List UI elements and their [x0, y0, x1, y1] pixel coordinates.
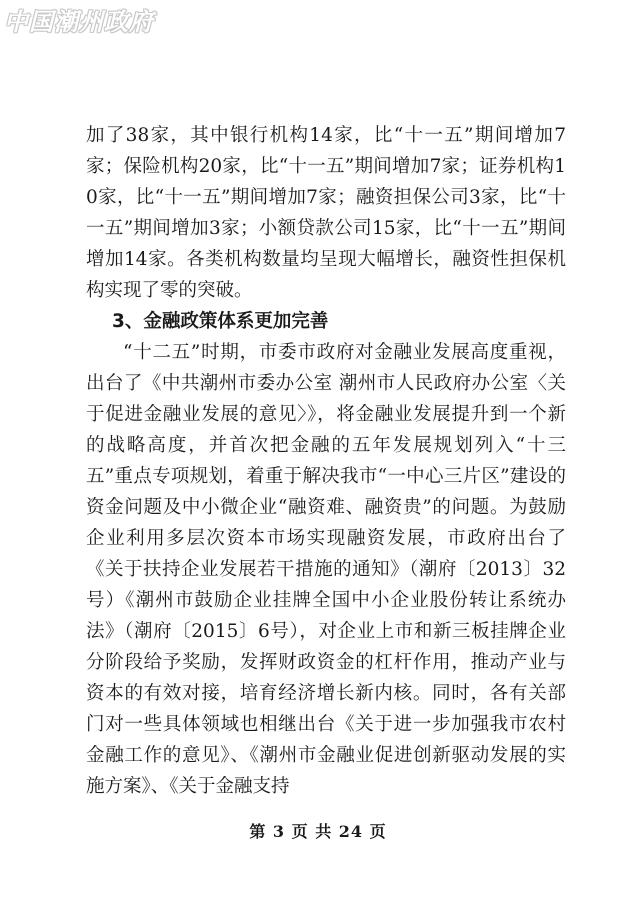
paragraph-policy: “十二五”时期，市委市政府对金融业发展高度重视，出台了《中共潮州市委办公室 潮州市人民政府办公室〈关于促进金融业发展的意见〉》，将金融业发展提升到一个新的战略高度，并首次把金融的五年发展规划列入“十三五”重点专项规划，着重于解决我市“一中心三片区”建设的资金问题及中小微企业“融资难、融资贵”的问题。为鼓励企业利用多层次资本市场实现融资发展，市政府出台了《关于扶持企业发展若干措施的通知》（潮府〔2013〕32号）《潮州市鼓励企业挂牌全国中小企业股份转让系统办法》（潮府〔2015〕6号），对企业上市和新三板挂牌企业分阶段给予奖励，发挥财政资金的杠杆作用，推动产业与资本的有效对接，培育经济增长新内核。同时，各有关部门对一些具体领域也相继出台《关于进一步加强我市农村金融工作的意见》、《潮州市金融业促进创新驱动发展的实施方案》、《关于金融支持	[86, 342, 566, 797]
section-heading: 3、金融政策体系更加完善	[112, 311, 329, 332]
document-body	[86, 120, 566, 802]
paragraph-institutions: 加了38家，其中银行机构14家，比“十一五”期间增加7家；保险机构20家，比“十一五”期间增加7家；证券机构10家，比“十一五”期间增加7家；融资担保公司3家，比“十一五”期间增加3家；小额贷款公司15家，比“十一五”期间增加14家。各类机构数量均呈现大幅增长，融资性担保机构实现了零的突破。	[86, 125, 566, 301]
site-watermark: 中国潮州政府	[4, 7, 154, 36]
page-number-footer: 第 3 页 共 24 页	[249, 822, 387, 841]
